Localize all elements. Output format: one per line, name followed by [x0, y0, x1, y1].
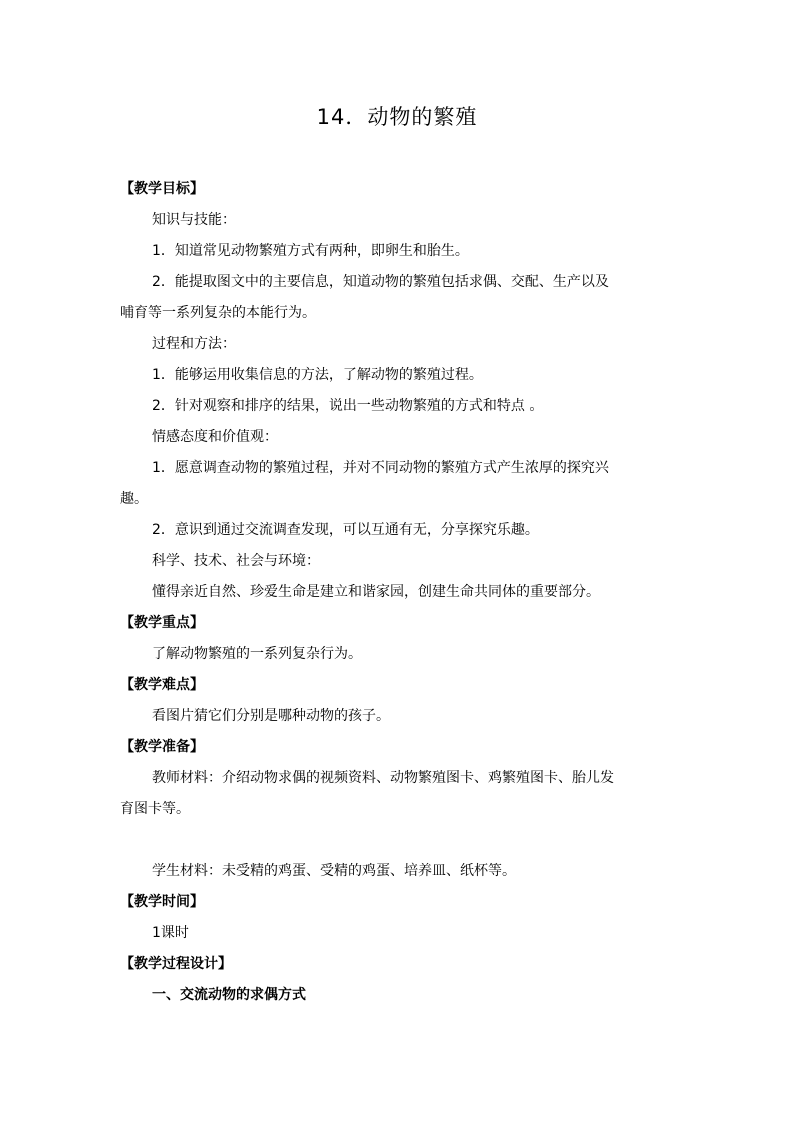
section-heading: 一、交流动物的求偶方式	[152, 987, 306, 1003]
section-heading: 【教学目标】	[120, 181, 204, 197]
blank-line	[120, 825, 680, 856]
paragraph-line: 哺育等一系列复杂的本能行为。	[120, 305, 316, 321]
paragraph-line: 科学、技术、社会与环境：	[152, 553, 320, 569]
paragraph-line: 懂得亲近自然、珍爱生命是建立和谐家园，创建生命共同体的重要部分。	[152, 584, 600, 600]
section-heading: 【教学准备】	[120, 739, 204, 755]
section-heading: 【教学过程设计】	[120, 956, 232, 972]
paragraph-line: 2．意识到通过交流调查发现，可以互通有无，分享探究乐趣。	[152, 522, 539, 538]
section-heading: 【教学时间】	[120, 894, 204, 910]
section-heading: 【教学难点】	[120, 677, 204, 693]
paragraph-line: 1．知道常见动物繁殖方式有两种，即卵生和胎生。	[152, 243, 469, 259]
paragraph-line: 2．能提取图文中的主要信息，知道动物的繁殖包括求偶、交配、生产以及	[152, 274, 609, 290]
document-body	[120, 174, 680, 1011]
paragraph-line: 看图片猜它们分别是哪种动物的孩子。	[152, 708, 390, 724]
paragraph-line: 了解动物繁殖的一系列复杂行为。	[152, 646, 362, 662]
paragraph-line: 情感态度和价值观：	[152, 429, 278, 445]
paragraph-line: 1．愿意调查动物的繁殖过程，并对不同动物的繁殖方式产生浓厚的探究兴	[152, 460, 609, 476]
paragraph-line: 过程和方法：	[152, 336, 236, 352]
paragraph-line: 知识与技能：	[152, 212, 236, 228]
section-heading: 【教学重点】	[120, 615, 204, 631]
paragraph-line: 学生材料：未受精的鸡蛋、受精的鸡蛋、培养皿、纸杯等。	[152, 863, 516, 879]
paragraph-line: 趣。	[120, 491, 148, 507]
paragraph-line: 教师材料：介绍动物求偶的视频资料、动物繁殖图卡、鸡繁殖图卡、胎儿发	[152, 770, 614, 786]
paragraph-line: 2．针对观察和排序的结果，说出一些动物繁殖的方式和特点 。	[152, 398, 544, 414]
paragraph-line: 1课时	[152, 925, 189, 941]
paragraph-line: 育图卡等。	[120, 801, 190, 817]
document-title: 14．动物的繁殖	[316, 105, 478, 129]
paragraph-line: 1．能够运用收集信息的方法，了解动物的繁殖过程。	[152, 367, 483, 383]
